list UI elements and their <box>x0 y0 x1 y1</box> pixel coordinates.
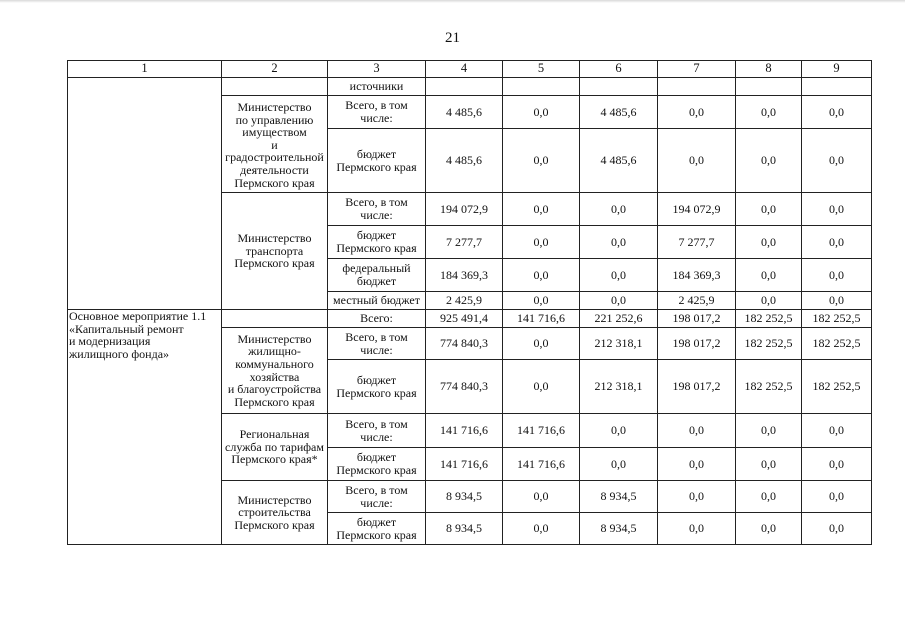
value-cell: 4 485,6 <box>426 129 503 193</box>
value-cell: 0,0 <box>580 448 658 481</box>
source-cell: бюджет Пермского края <box>328 513 426 545</box>
value-cell: 0,0 <box>580 414 658 448</box>
source-cell: Всего, в том числе: <box>328 96 426 129</box>
source-cell: бюджет Пермского края <box>328 226 426 259</box>
value-cell: 0,0 <box>802 448 872 481</box>
header-cell: 9 <box>802 61 872 78</box>
value-cell: 182 252,5 <box>802 328 872 360</box>
source-cell: федеральный бюджет <box>328 259 426 292</box>
value-cell: 212 318,1 <box>580 360 658 414</box>
value-cell: 0,0 <box>503 292 580 310</box>
value-cell: 8 934,5 <box>426 481 503 513</box>
value-cell: 182 252,5 <box>736 360 802 414</box>
value-cell: 182 252,5 <box>736 328 802 360</box>
value-cell: 0,0 <box>503 226 580 259</box>
value-cell: 0,0 <box>736 259 802 292</box>
value-cell: 0,0 <box>802 414 872 448</box>
value-cell: 0,0 <box>503 129 580 193</box>
value-cell: 2 425,9 <box>658 292 736 310</box>
value-cell: 8 934,5 <box>580 481 658 513</box>
source-cell: Всего, в том числе: <box>328 414 426 448</box>
value-cell <box>580 78 658 96</box>
value-cell: 0,0 <box>802 513 872 545</box>
value-cell: 0,0 <box>503 96 580 129</box>
value-cell: 0,0 <box>580 226 658 259</box>
value-cell <box>658 78 736 96</box>
value-cell: 0,0 <box>802 259 872 292</box>
value-cell: 0,0 <box>503 513 580 545</box>
value-cell: 4 485,6 <box>580 96 658 129</box>
value-cell: 0,0 <box>658 513 736 545</box>
value-cell: 0,0 <box>658 481 736 513</box>
value-cell: 0,0 <box>580 292 658 310</box>
value-cell: 141 716,6 <box>503 310 580 328</box>
executor-cell: Региональная служба по тарифам Пермского края* <box>222 414 328 481</box>
value-cell <box>802 78 872 96</box>
value-cell <box>736 78 802 96</box>
value-cell: 4 485,6 <box>580 129 658 193</box>
event-cell-empty <box>68 78 222 310</box>
header-cell: 6 <box>580 61 658 78</box>
value-cell: 0,0 <box>658 448 736 481</box>
value-cell: 0,0 <box>503 360 580 414</box>
value-cell: 8 934,5 <box>426 513 503 545</box>
value-cell: 0,0 <box>736 513 802 545</box>
value-cell: 0,0 <box>736 414 802 448</box>
value-cell: 774 840,3 <box>426 328 503 360</box>
value-cell: 7 277,7 <box>658 226 736 259</box>
value-cell: 212 318,1 <box>580 328 658 360</box>
source-cell: бюджет Пермского края <box>328 360 426 414</box>
value-cell: 0,0 <box>736 129 802 193</box>
value-cell: 141 716,6 <box>503 448 580 481</box>
source-cell: бюджет Пермского края <box>328 129 426 193</box>
header-cell: 8 <box>736 61 802 78</box>
value-cell: 0,0 <box>503 259 580 292</box>
page-number: 21 <box>445 30 460 46</box>
executor-cell-empty <box>222 78 328 96</box>
value-cell: 0,0 <box>658 96 736 129</box>
executor-cell-empty <box>222 310 328 328</box>
value-cell: 0,0 <box>736 96 802 129</box>
executor-cell: Министерство транспорта Пермского края <box>222 193 328 310</box>
header-cell: 4 <box>426 61 503 78</box>
value-cell: 182 252,5 <box>736 310 802 328</box>
header-cell: 7 <box>658 61 736 78</box>
value-cell: 0,0 <box>802 292 872 310</box>
value-cell: 0,0 <box>503 193 580 226</box>
value-cell: 0,0 <box>802 481 872 513</box>
value-cell: 221 252,6 <box>580 310 658 328</box>
source-cell: Всего, в том числе: <box>328 481 426 513</box>
value-cell: 0,0 <box>802 193 872 226</box>
source-cell: Всего, в том числе: <box>328 328 426 360</box>
value-cell: 0,0 <box>580 259 658 292</box>
header-cell: 1 <box>68 61 222 78</box>
value-cell: 0,0 <box>736 226 802 259</box>
value-cell: 0,0 <box>802 226 872 259</box>
executor-cell: Министерство по управлению имуществом и градостроительной деятельности Пермского края <box>222 96 328 193</box>
budget-table <box>67 60 872 545</box>
value-cell: 141 716,6 <box>503 414 580 448</box>
value-cell: 141 716,6 <box>426 414 503 448</box>
value-cell: 774 840,3 <box>426 360 503 414</box>
value-cell: 0,0 <box>658 129 736 193</box>
value-cell: 0,0 <box>503 328 580 360</box>
value-cell: 0,0 <box>736 292 802 310</box>
value-cell: 0,0 <box>736 448 802 481</box>
value-cell: 0,0 <box>580 193 658 226</box>
value-cell: 184 369,3 <box>658 259 736 292</box>
source-cell: Всего, в том числе: <box>328 193 426 226</box>
executor-cell: Министерство жилищно- коммунального хозяйства и благоустройства Пермского края <box>222 328 328 414</box>
source-cell: местный бюджет <box>328 292 426 310</box>
value-cell: 182 252,5 <box>802 310 872 328</box>
executor-cell: Министерство строительства Пермского края <box>222 481 328 545</box>
value-cell: 4 485,6 <box>426 96 503 129</box>
table-row <box>68 78 872 96</box>
scan-edge <box>0 0 905 3</box>
header-cell: 3 <box>328 61 426 78</box>
value-cell: 194 072,9 <box>658 193 736 226</box>
value-cell: 182 252,5 <box>802 360 872 414</box>
event-cell: Основное мероприятие 1.1 «Капитальный ремонт и модернизация жилищного фонда» <box>68 310 222 545</box>
value-cell: 184 369,3 <box>426 259 503 292</box>
value-cell: 198 017,2 <box>658 328 736 360</box>
value-cell: 0,0 <box>736 481 802 513</box>
header-row <box>68 61 872 78</box>
value-cell: 0,0 <box>802 96 872 129</box>
value-cell <box>426 78 503 96</box>
value-cell: 0,0 <box>736 193 802 226</box>
value-cell: 0,0 <box>802 129 872 193</box>
source-cell: источники <box>328 78 426 96</box>
value-cell <box>503 78 580 96</box>
value-cell: 198 017,2 <box>658 360 736 414</box>
value-cell: 7 277,7 <box>426 226 503 259</box>
source-cell: Всего: <box>328 310 426 328</box>
source-cell: бюджет Пермского края <box>328 448 426 481</box>
value-cell: 0,0 <box>503 481 580 513</box>
header-cell: 2 <box>222 61 328 78</box>
header-cell: 5 <box>503 61 580 78</box>
value-cell: 925 491,4 <box>426 310 503 328</box>
value-cell: 2 425,9 <box>426 292 503 310</box>
value-cell: 8 934,5 <box>580 513 658 545</box>
value-cell: 198 017,2 <box>658 310 736 328</box>
value-cell: 194 072,9 <box>426 193 503 226</box>
value-cell: 0,0 <box>658 414 736 448</box>
value-cell: 141 716,6 <box>426 448 503 481</box>
table-row <box>68 310 872 328</box>
